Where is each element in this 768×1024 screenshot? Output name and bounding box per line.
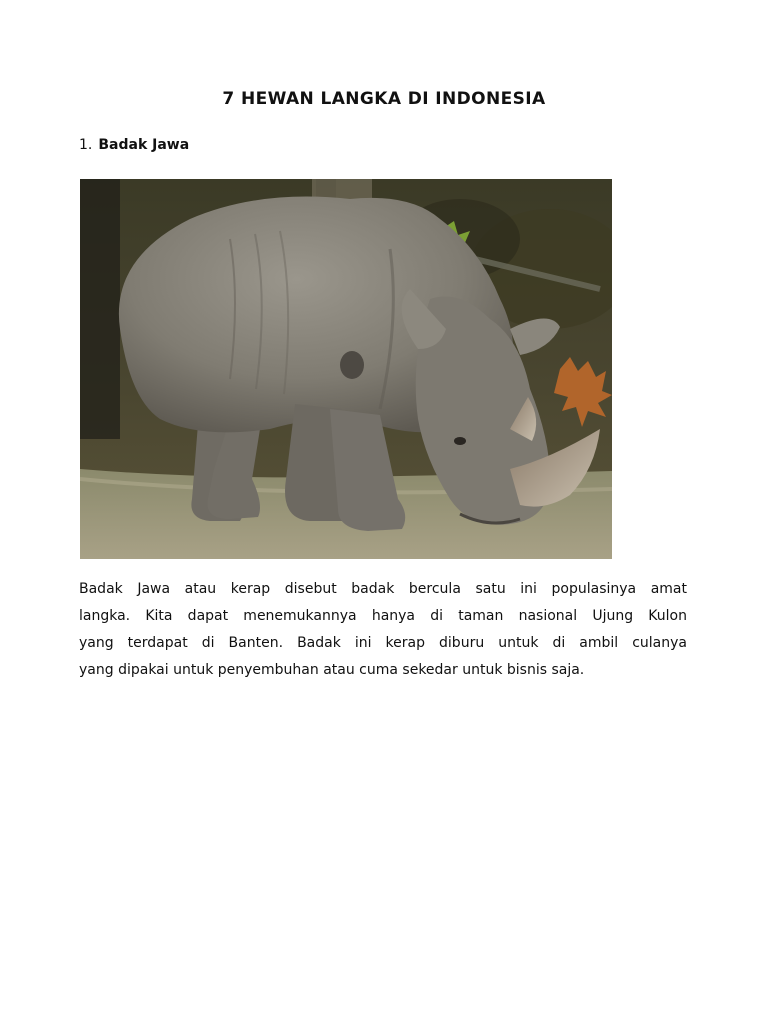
paragraph-line: langka. Kita dapat menemukannya hanya di taman nasional Ujung Kulon <box>79 608 687 624</box>
paragraph-line: Badak Jawa atau kerap disebut badak bercula satu ini populasinya amat <box>79 581 687 597</box>
section-heading <box>79 137 189 153</box>
section-name: Badak Jawa <box>98 137 190 153</box>
paragraph-line: yang dipakai untuk penyembuhan atau cuma sekedar untuk bisnis saja. <box>79 662 585 678</box>
rhino-illustration <box>80 179 612 559</box>
description-paragraph <box>79 576 687 684</box>
section-number: 1. <box>79 137 93 153</box>
rhino-photo <box>80 179 612 559</box>
paragraph-line: yang terdapat di Banten. Badak ini kerap diburu untuk di ambil culanya <box>79 635 687 651</box>
page-title: 7 HEWAN LANGKA DI INDONESIA <box>222 89 546 109</box>
